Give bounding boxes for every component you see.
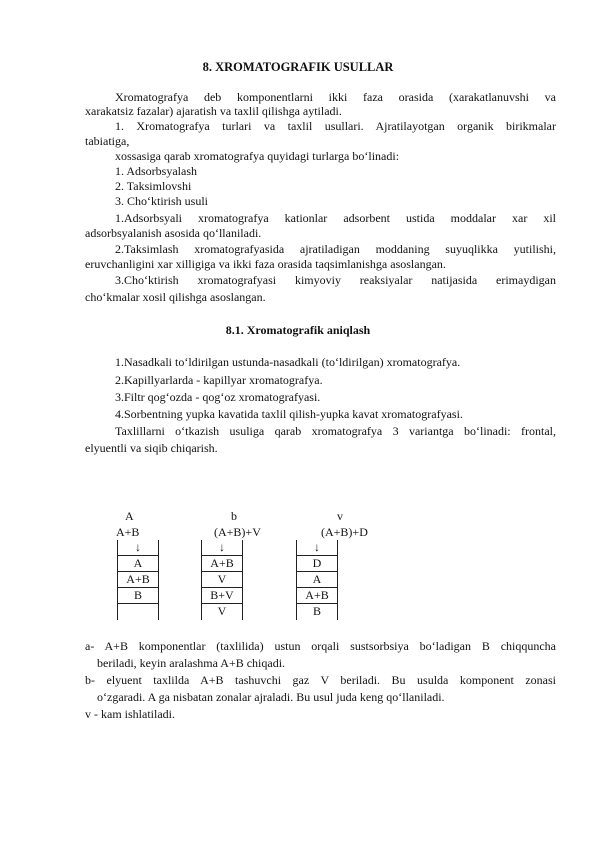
list-item: 4.Sorbentning yupka kavatida taxlil qilish-yupka kavat xromatografyasi.: [115, 407, 463, 421]
diagram-mix-a: A+B: [116, 525, 140, 539]
note-line: a- A+B komponentlar (taxlilida) ustun orqali sustsorbsiya bo‘ladigan B chiqquncha: [85, 639, 556, 653]
paragraph-line: 2.Taksimlash xromatografyasida ajratiladigan moddaning suyuqlikka yutilishi,: [115, 242, 556, 256]
zone: A+B: [210, 556, 234, 570]
arrow-down-icon: ↓: [314, 540, 320, 554]
list-item: 2. Taksimlovshi: [115, 179, 192, 193]
paragraph-line: cho‘kmalar xosil qilishga asoslangan.: [85, 290, 266, 304]
intro-line: xossasiga qarab xromatografya quyidagi turlarga bo‘linadi:: [115, 149, 400, 163]
zone: B+V: [210, 588, 234, 602]
paragraph-line: 1.Adsorbsyali xromatografya kationlar adsorbent ustida moddalar xar xil: [115, 211, 556, 225]
zone: A: [133, 556, 143, 570]
list-item: 1. Adsorbsyalash: [115, 164, 197, 178]
arrow-down-icon: ↓: [135, 540, 141, 554]
note-line: v - kam ishlatiladi.: [85, 707, 175, 721]
list-item: 3.Filtr qog‘ozda - qog‘oz xromatografyasi.: [115, 390, 321, 404]
note-line: o‘zgaradi. A ga nisbatan zonalar ajraladi. Bu usul juda keng qo‘llaniladi.: [97, 690, 445, 704]
section-title: 8.1. Xromatografik aniqlash: [225, 323, 371, 337]
diagram-label-b: b: [231, 509, 237, 523]
zone: V: [217, 572, 227, 586]
intro-line: xarakatsiz fazalar) ajaratish va taxlil qilishga aytiladi.: [85, 104, 342, 118]
intro-line: tabiatiga,: [85, 134, 130, 148]
column-a: [117, 540, 159, 620]
paragraph-line: 3.Cho‘ktirish xromatografyasi kimyoviy reaksiyalar natijasida erimaydigan: [115, 273, 556, 287]
note-line: beriladi, keyin aralashma A+B chiqadi.: [97, 656, 286, 670]
list-item: 3. Cho‘ktirish usuli: [115, 194, 209, 208]
arrow-down-icon: ↓: [219, 540, 225, 554]
column-v: [296, 540, 338, 620]
paragraph-line: elyuentli va siqib chiqarish.: [85, 441, 218, 455]
paragraph-line: Taxlillarni o‘tkazish usuliga qarab xromatografya 3 variantga bo‘linadi: frontal,: [115, 424, 556, 438]
zone: B: [133, 588, 142, 602]
diagram-mix-v: (A+B)+D: [321, 525, 368, 539]
zone: A+B: [305, 588, 329, 602]
note-line: b- elyuent taxlilda A+B tashuvchi gaz V beriladi. Bu usulda komponent zonasi: [85, 673, 556, 687]
zone: A: [312, 572, 322, 586]
page-title: 8. XROMATOGRAFIK USULLAR: [202, 60, 394, 74]
list-item: 1.Nasadkali to‘ldirilgan ustunda-nasadkali (to‘ldirilgan) xromatografya.: [115, 355, 461, 369]
list-item: 2.Kapillyarlarda - kapillyar xromatografya.: [115, 373, 323, 387]
paragraph-line: adsorbsyalanish asosida qo‘llaniladi.: [85, 226, 262, 240]
diagram-label-v: v: [337, 509, 343, 523]
zone: A+B: [126, 572, 150, 586]
column-b: [201, 540, 243, 620]
intro-line: 1. Xromatografya turlari va taxlil usullari. Ajratilayotgan organik birikmalar: [115, 119, 556, 133]
intro-line: Xromatografya deb komponentlarni ikki faza orasida (xarakatlanuvshi va: [115, 90, 556, 104]
diagram-label-a: A: [125, 509, 134, 523]
paragraph-line: eruvchanligini xar xilligiga va ikki faza orasida taqsimlanishga asoslangan.: [85, 257, 446, 271]
diagram-mix-b: (A+B)+V: [214, 525, 261, 539]
zone: D: [312, 556, 322, 570]
zone: B: [312, 604, 321, 618]
zone: V: [217, 604, 227, 618]
